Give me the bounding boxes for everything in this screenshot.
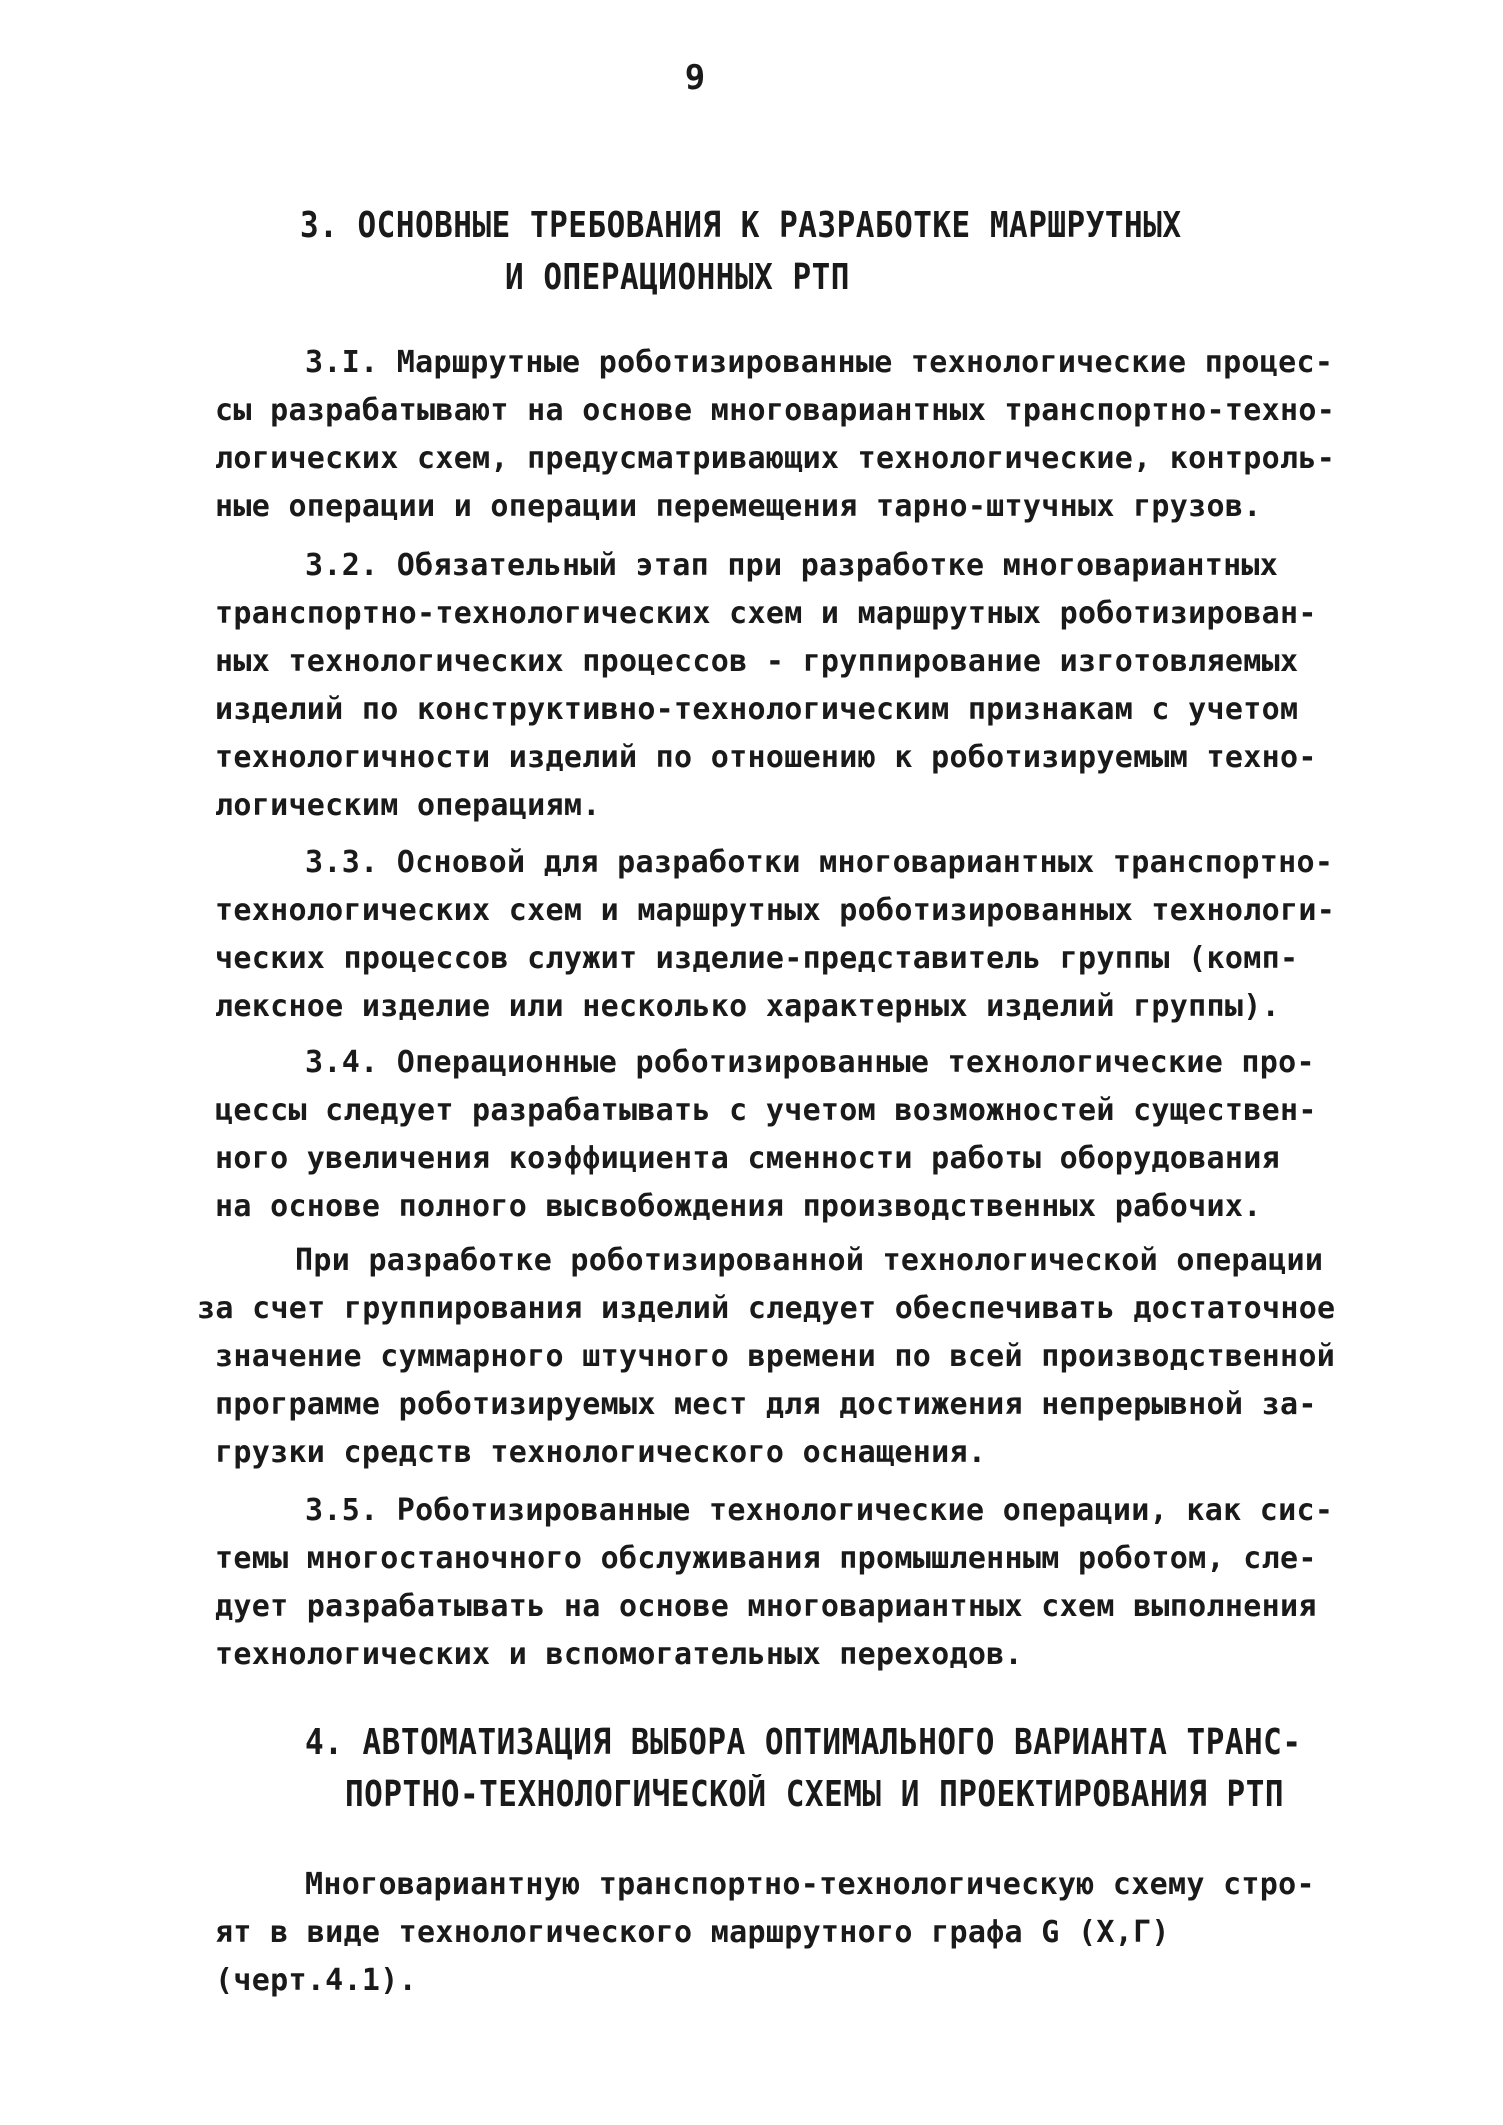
- text-line: 3.5. Роботизированные технологические операции, как сис-: [305, 1493, 1334, 1528]
- text-line: программе роботизируемых мест для достижения непрерывной за-: [215, 1387, 1317, 1422]
- text-line: (черт.4.1).: [215, 1963, 417, 1998]
- text-line: ные операции и операции перемещения тарно-штучных грузов.: [215, 489, 1262, 524]
- text-line: При разработке роботизированной технологической операции: [295, 1243, 1324, 1278]
- section-3-heading-line-2: И ОПЕРАЦИОННЫХ РТП: [505, 257, 850, 299]
- text-line: технологичности изделий по отношению к роботизируемым техно-: [215, 740, 1317, 775]
- text-line: 3.2. Обязательный этап при разработке многовариантных: [305, 548, 1279, 583]
- text-line: ного увеличения коэффициента сменности работы оборудования: [215, 1141, 1280, 1176]
- text-line: 3.4. Операционные роботизированные технологические про-: [305, 1045, 1315, 1080]
- text-line: цессы следует разрабатывать с учетом возможностей существен-: [215, 1093, 1317, 1128]
- text-line: логических схем, предусматривающих технологические, контроль-: [215, 441, 1336, 476]
- page-number: 9: [684, 58, 706, 98]
- text-line: дует разрабатывать на основе многовариантных схем выполнения: [215, 1589, 1317, 1624]
- text-line: 3.I. Маршрутные роботизированные технологические процес-: [305, 345, 1334, 380]
- text-line: ят в виде технологического маршрутного графа G (X,Г): [215, 1915, 1170, 1950]
- text-line: технологических схем и маршрутных роботизированных технологи-: [215, 893, 1336, 928]
- text-line: 3.3. Основой для разработки многовариантных транспортно-: [305, 845, 1334, 880]
- text-line: значение суммарного штучного времени по всей производственной: [215, 1339, 1336, 1374]
- text-line: логическим операциям.: [215, 788, 601, 823]
- text-line: Многовариантную транспортно-технологическую схему стро-: [305, 1867, 1315, 1902]
- text-line: на основе полного высвобождения производственных рабочих.: [215, 1189, 1262, 1224]
- text-line: за счет группирования изделий следует обеспечивать достаточное: [197, 1291, 1336, 1326]
- text-line: транспортно-технологических схем и маршрутных роботизирован-: [215, 596, 1317, 631]
- section-4-heading-line-1: 4. АВТОМАТИЗАЦИЯ ВЫБОРА ОПТИМАЛЬНОГО ВАРИАНТА ТРАНС-: [305, 1722, 1302, 1764]
- text-line: темы многостаночного обслуживания промышленным роботом, сле-: [215, 1541, 1317, 1576]
- text-line: изделий по конструктивно-технологическим признакам с учетом: [215, 692, 1299, 727]
- section-4-heading-line-2: ПОРТНО-ТЕХНОЛОГИЧЕСКОЙ СХЕМЫ И ПРОЕКТИРОВАНИЯ РТП: [345, 1774, 1285, 1816]
- text-line: технологических и вспомогательных переходов.: [215, 1637, 1023, 1672]
- text-line: грузки средств технологического оснащения.: [215, 1435, 987, 1470]
- text-line: сы разрабатывают на основе многовариантных транспортно-техно-: [215, 393, 1336, 428]
- section-3-heading-line-1: 3. ОСНОВНЫЕ ТРЕБОВАНИЯ К РАЗРАБОТКЕ МАРШРУТНЫХ: [300, 205, 1182, 247]
- text-line: ных технологических процессов - группирование изготовляемых: [215, 644, 1299, 679]
- text-line: лексное изделие или несколько характерных изделий группы).: [215, 989, 1280, 1024]
- text-line: ческих процессов служит изделие-представитель группы (комп-: [215, 941, 1299, 976]
